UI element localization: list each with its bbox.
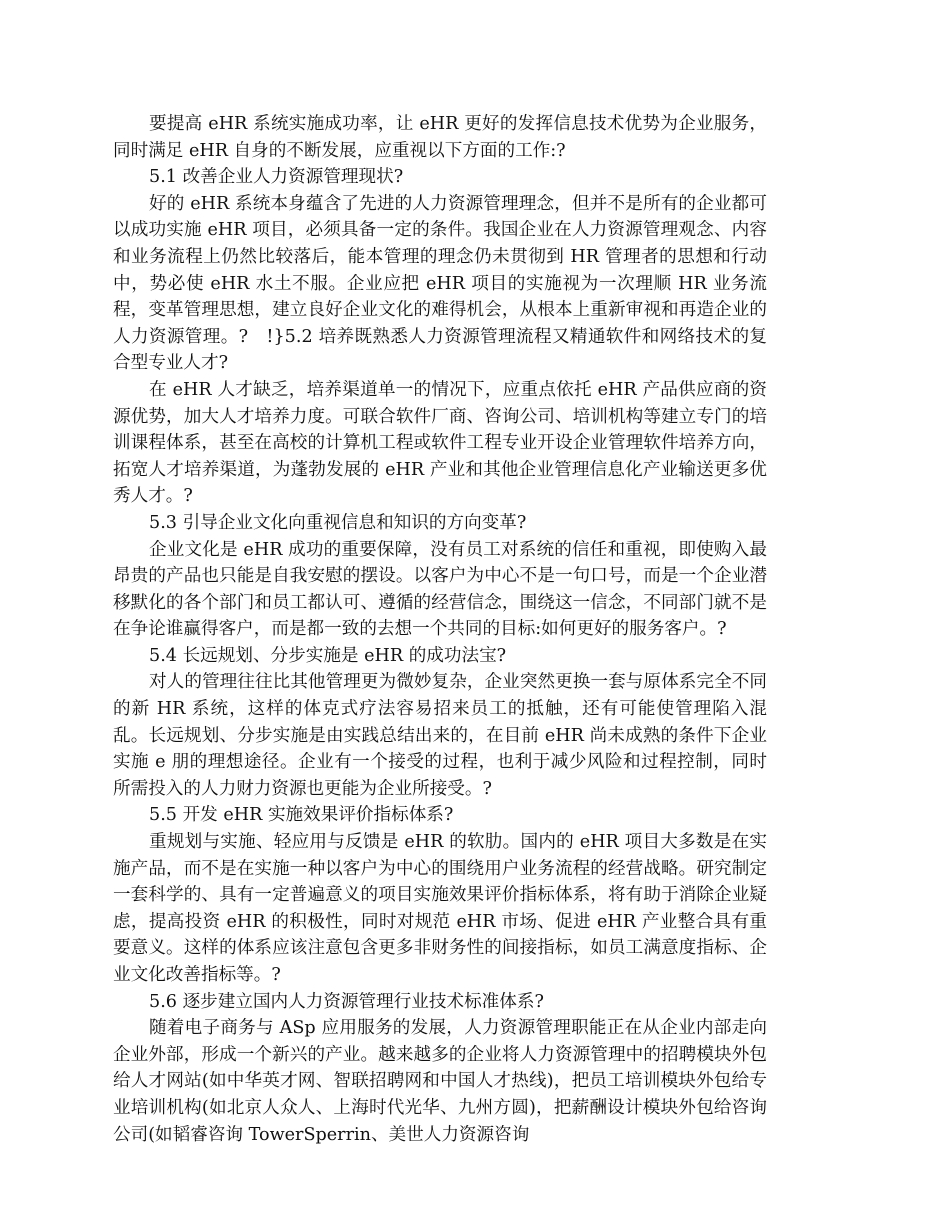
section-5-5-body: 重规划与实施、轻应用与反馈是 eHR 的软肋。国内的 eHR 项目大多数是在实施产品，而不是在实施一种以客户为中心的围绕用户业务流程的经营战略。研究制定一套科学的、具有一定普遍意义的项目实施效果评价指标体系，将有助于消除企业疑虑，提高投资 eHR 的积极性，同时对规范 eHR 市场、促进 eHR 产业整合具有重要意义。这样的体系应该注意包含更多非财务性的间接指标，如员工满意度指标、企业文化改善指标等。? — [113, 832, 767, 985]
section-5-5-heading: 5.5 开发 eHR 实施效果评价指标体系? — [149, 805, 454, 826]
section-5-1-heading: 5.1 改善企业人力资源管理现状? — [149, 167, 404, 188]
document-page — [113, 111, 767, 1148]
intro-paragraph: 要提高 eHR 系统实施成功率，让 eHR 更好的发挥信息技术优势为企业服务，同时满足 eHR 自身的不断发展，应重视以下方面的工作:? — [113, 114, 767, 161]
section-5-4-body: 对人的管理往往比其他管理更为微妙复杂，企业突然更换一套与原体系完全不同的新 HR 系统，这样的体克式疗法容易招来员工的抵触，还有可能使管理陷入混乱。长远规划、分步实施是由实践总结出来的，在目前 eHR 尚未成熟的条件下企业实施 e 朋的理想途径。企业有一个接受的过程，也利于减少风险和过程控制，同时所需投入的人力财力资源也更能为企业所接受。? — [113, 672, 767, 799]
section-5-2-body: 在 eHR 人才缺乏，培养渠道单一的情况下，应重点依托 eHR 产品供应商的资源优势，加大人才培养力度。可联合软件厂商、咨询公司、培训机构等建立专门的培训课程体系，甚至在高校的计算机工程或软件工程专业开设企业管理软件培养方向，拓宽人才培养渠道，为蓬勃发展的 eHR 产业和其他企业管理信息化产业输送更多优秀人才。? — [113, 379, 767, 507]
section-5-4-heading: 5.4 长远规划、分步实施是 eHR 的成功法宝? — [149, 645, 507, 666]
section-5-3-body: 企业文化是 eHR 成功的重要保障，没有员工对系统的信任和重视，即使购入最昂贵的产品也只能是自我安慰的摆设。以客户为中心不是一句口号，而是一个企业潜移默化的各个部门和员工都认可、遵循的经营信念，围绕这一信念，不同部门就不是在争论谁赢得客户，而是都一致的去想一个共同的目标:如何更好的服务客户。? — [113, 539, 767, 640]
section-5-3-heading: 5.3 引导企业文化向重视信息和知识的方向变革? — [149, 512, 527, 533]
section-5-6-heading: 5.6 逐步建立国内人力资源管理行业技术标准体系? — [149, 991, 544, 1012]
section-5-1-body: 好的 eHR 系统本身蕴含了先进的人力资源管理理念，但并不是所有的企业都可以成功实施 eHR 项目，必须具备一定的条件。我国企业在人力资源管理观念、内容和业务流程上仍然比较落后，能本管理的理念仍未贯彻到 HR 管理者的思想和行动中，势必使 eHR 水土不服。企业应把 eHR 项目的实施视为一次理顺 HR 业务流程，变革管理思想，建立良好企业文化的难得机会，从根本上重新审视和再造企业的人力资源管理。? !}5.2 培养既熟悉人力资源管理流程又精通软件和网络技术的复合型专业人才? — [113, 193, 767, 374]
section-5-6-body: 随着电子商务与 ASp 应用服务的发展，人力资源管理职能正在从企业内部走向企业外部，形成一个新兴的产业。越来越多的企业将人力资源管理中的招聘模块外包给人才网站(如中华英才网、智联招聘网和中国人才热线)，把员工培训模块外包给专业培训机构(如北京人众人、上海时代光华、九州方圆)，把薪酬设计模块外包给咨询公司(如韬睿咨询 TowerSperrin、美世人力资源咨询 — [113, 1018, 767, 1145]
